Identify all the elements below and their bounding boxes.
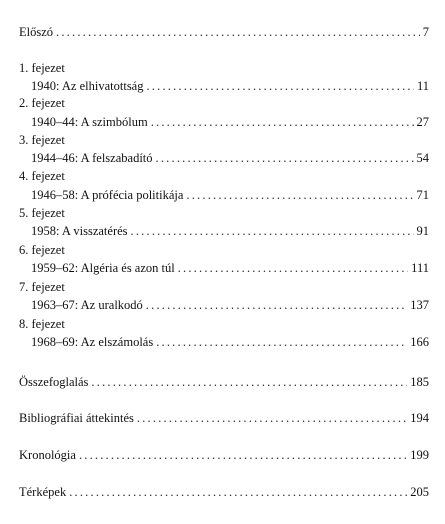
- entry-title: 1940: Az elhivatottság: [31, 79, 144, 93]
- entry-title: Összefoglalás: [19, 375, 89, 389]
- toc-entry-chapter: [31, 78, 429, 94]
- entry-title: Kronológia: [19, 448, 76, 462]
- dot-leader: [186, 187, 413, 203]
- chapter-label: 5. fejezet: [19, 206, 65, 220]
- entry-title: 1940–44: A szimbólum: [31, 115, 148, 129]
- toc-entry-chapter: [31, 297, 429, 313]
- chapter-label: 8. fejezet: [19, 317, 65, 331]
- chapter-label: 3. fejezet: [19, 133, 65, 147]
- dot-leader: [156, 334, 407, 350]
- chapter-label: 6. fejezet: [19, 243, 65, 257]
- entry-page-number: 54: [416, 151, 429, 165]
- dot-leader: [156, 150, 414, 166]
- dot-leader: [146, 78, 413, 94]
- entry-title: 1944–46: A felszabadító: [31, 151, 153, 165]
- dot-leader: [79, 447, 407, 463]
- chapter-label: 2. fejezet: [19, 96, 65, 110]
- toc-entry-chapter: [31, 114, 429, 130]
- entry-title: Előszó: [19, 25, 54, 39]
- dot-leader: [178, 260, 408, 276]
- dot-leader: [137, 410, 407, 426]
- entry-title: 1946–58: A prófécia politikája: [31, 188, 184, 202]
- dot-leader: [146, 297, 407, 313]
- chapter-label: 7. fejezet: [19, 280, 65, 294]
- entry-page-number: 91: [416, 224, 429, 238]
- dot-leader: [69, 484, 407, 500]
- entry-page-number: 11: [416, 79, 429, 93]
- toc-entry-chapter: [31, 187, 429, 203]
- dot-leader: [131, 223, 414, 239]
- toc-entry-foreword: [19, 24, 429, 40]
- entry-page-number: 7: [422, 25, 429, 39]
- dot-leader: [151, 114, 414, 130]
- entry-page-number: 27: [416, 115, 429, 129]
- toc-entry-chapter: [31, 260, 429, 276]
- toc-entry-maps: [19, 484, 429, 500]
- entry-page-number: 199: [410, 448, 429, 462]
- entry-page-number: 194: [410, 411, 429, 425]
- toc-entry-bibliography: [19, 410, 429, 426]
- entry-page-number: 205: [410, 485, 429, 499]
- toc-entry-chronology: [19, 447, 429, 463]
- toc-entry-summary: [19, 374, 429, 390]
- toc-entry-chapter: [31, 150, 429, 166]
- chapter-label: 1. fejezet: [19, 61, 65, 75]
- entry-page-number: 137: [410, 298, 429, 312]
- entry-title: 1959–62: Algéria és azon túl: [31, 261, 175, 275]
- toc-entry-chapter: [31, 223, 429, 239]
- entry-title: Bibliográfiai áttekintés: [19, 411, 134, 425]
- chapter-label: 4. fejezet: [19, 169, 65, 183]
- dot-leader: [56, 24, 420, 40]
- entry-title: 1958: A visszatérés: [31, 224, 128, 238]
- entry-title: Térképek: [19, 485, 67, 499]
- entry-title: 1968–69: Az elszámolás: [31, 335, 154, 349]
- dot-leader: [91, 374, 407, 390]
- entry-title: 1963–67: Az uralkodó: [31, 298, 143, 312]
- entry-page-number: 71: [416, 188, 429, 202]
- entry-page-number: 166: [410, 335, 429, 349]
- entry-page-number: 111: [411, 261, 429, 275]
- toc-entry-chapter: [31, 334, 429, 350]
- entry-page-number: 185: [410, 375, 429, 389]
